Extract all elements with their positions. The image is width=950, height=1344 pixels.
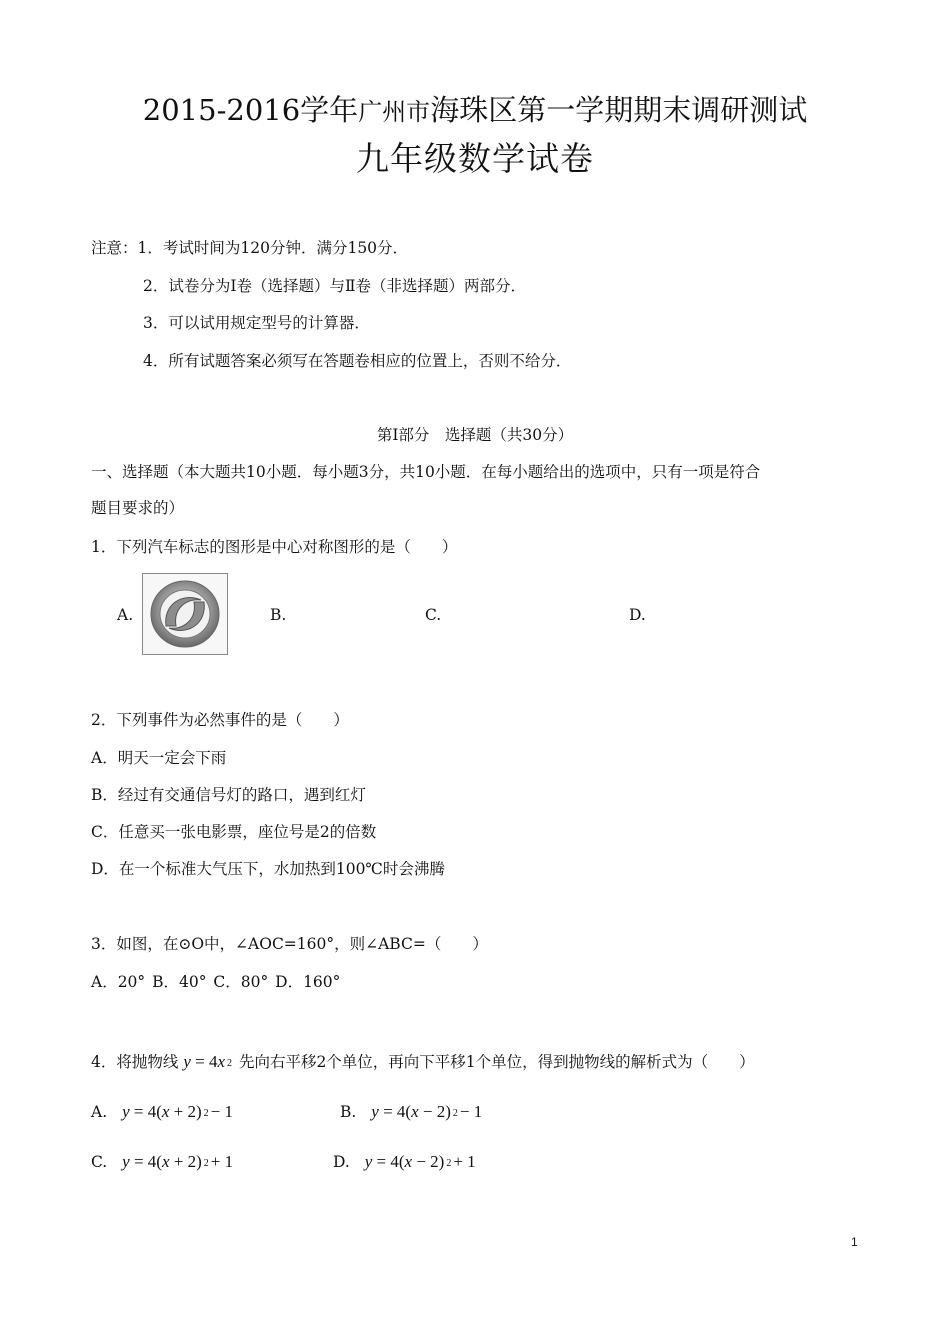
question-1-stem: 1．下列汽车标志的图形是中心对称图形的是（ ） (91, 538, 458, 556)
note-item: 4．所有试题答案必须写在答题卷相应的位置上，否则不给分． (143, 352, 572, 370)
notes-line-1 (91, 238, 408, 258)
q1-option-a: A. (117, 606, 134, 624)
page-number: 1 (851, 1235, 858, 1249)
title-city: 广州市 (358, 98, 431, 126)
note-item: 1．考试时间为120分钟．满分150分． (137, 239, 409, 257)
q4-option-label: C. (91, 1153, 108, 1171)
note-item: 2．试卷分为Ⅰ卷（选择题）与Ⅱ卷（非选择题）两部分． (143, 277, 527, 295)
question-3-stem: 3．如图，在⊙O中，∠AOC=160°，则∠ABC=（ ） (91, 935, 488, 953)
question-4-stem (91, 1052, 755, 1075)
q4-option-label: B. (340, 1103, 357, 1121)
q4-option-label: D. (333, 1153, 350, 1171)
q4-option-d (333, 1152, 476, 1175)
q4-original-parabola: y = 4x 2 (183, 1052, 232, 1071)
q4-option-label: A. (91, 1103, 108, 1121)
q4-stem-start: 4．将抛物线 (91, 1053, 179, 1071)
exam-title-line1 (0, 88, 950, 129)
q4-option-b-formula: y = 4(x − 2) 2 − 1 (371, 1102, 483, 1121)
title-year: 2015-2016学年 (142, 93, 359, 127)
q1-option-d: D. (629, 606, 646, 624)
part1-heading: 第Ⅰ部分 选择题（共30分） (376, 426, 574, 444)
question-2-stem: 2．下列事件为必然事件的是（ ） (91, 711, 349, 729)
notes-prefix: 注意： (91, 239, 138, 257)
q4-option-d-formula: y = 4(x − 2) 2 + 1 (364, 1152, 476, 1171)
q4-stem-end: 先向右平移2个单位，再向下平移1个单位，得到抛物线的解析式为（ ） (238, 1053, 755, 1071)
q1-option-c: C. (425, 606, 442, 624)
q4-option-c-formula: y = 4(x + 2) 2 + 1 (122, 1152, 234, 1171)
note-item: 3．可以试用规定型号的计算器． (143, 314, 370, 332)
q4-option-c (91, 1152, 233, 1175)
q4-option-b (340, 1102, 482, 1125)
q2-option-a: A．明天一定会下雨 (91, 749, 227, 767)
q4-option-a (91, 1102, 233, 1125)
section-instructions-line1: 一、选择题（本大题共10小题．每小题3分，共10小题．在每小题给出的选项中，只有一项是符合 (91, 463, 761, 481)
exam-title-line2: 九年级数学试卷 (356, 139, 594, 178)
q4-option-a-formula: y = 4(x + 2) 2 − 1 (122, 1102, 233, 1121)
q2-option-d: D．在一个标准大气压下，水加热到100℃时会沸腾 (91, 860, 445, 878)
car-logo-icon (142, 573, 228, 655)
q1-option-b: B. (270, 606, 287, 624)
q2-option-b: B．经过有交通信号灯的路口，遇到红灯 (91, 786, 366, 804)
q2-option-c: C．任意买一张电影票，座位号是2的倍数 (91, 823, 377, 841)
section-instructions-line2: 题目要求的） (91, 499, 185, 517)
title-district: 海珠区第一学期期末调研测试 (430, 93, 808, 127)
q3-options: A．20° B．40° C．80° D．160° (91, 973, 341, 991)
